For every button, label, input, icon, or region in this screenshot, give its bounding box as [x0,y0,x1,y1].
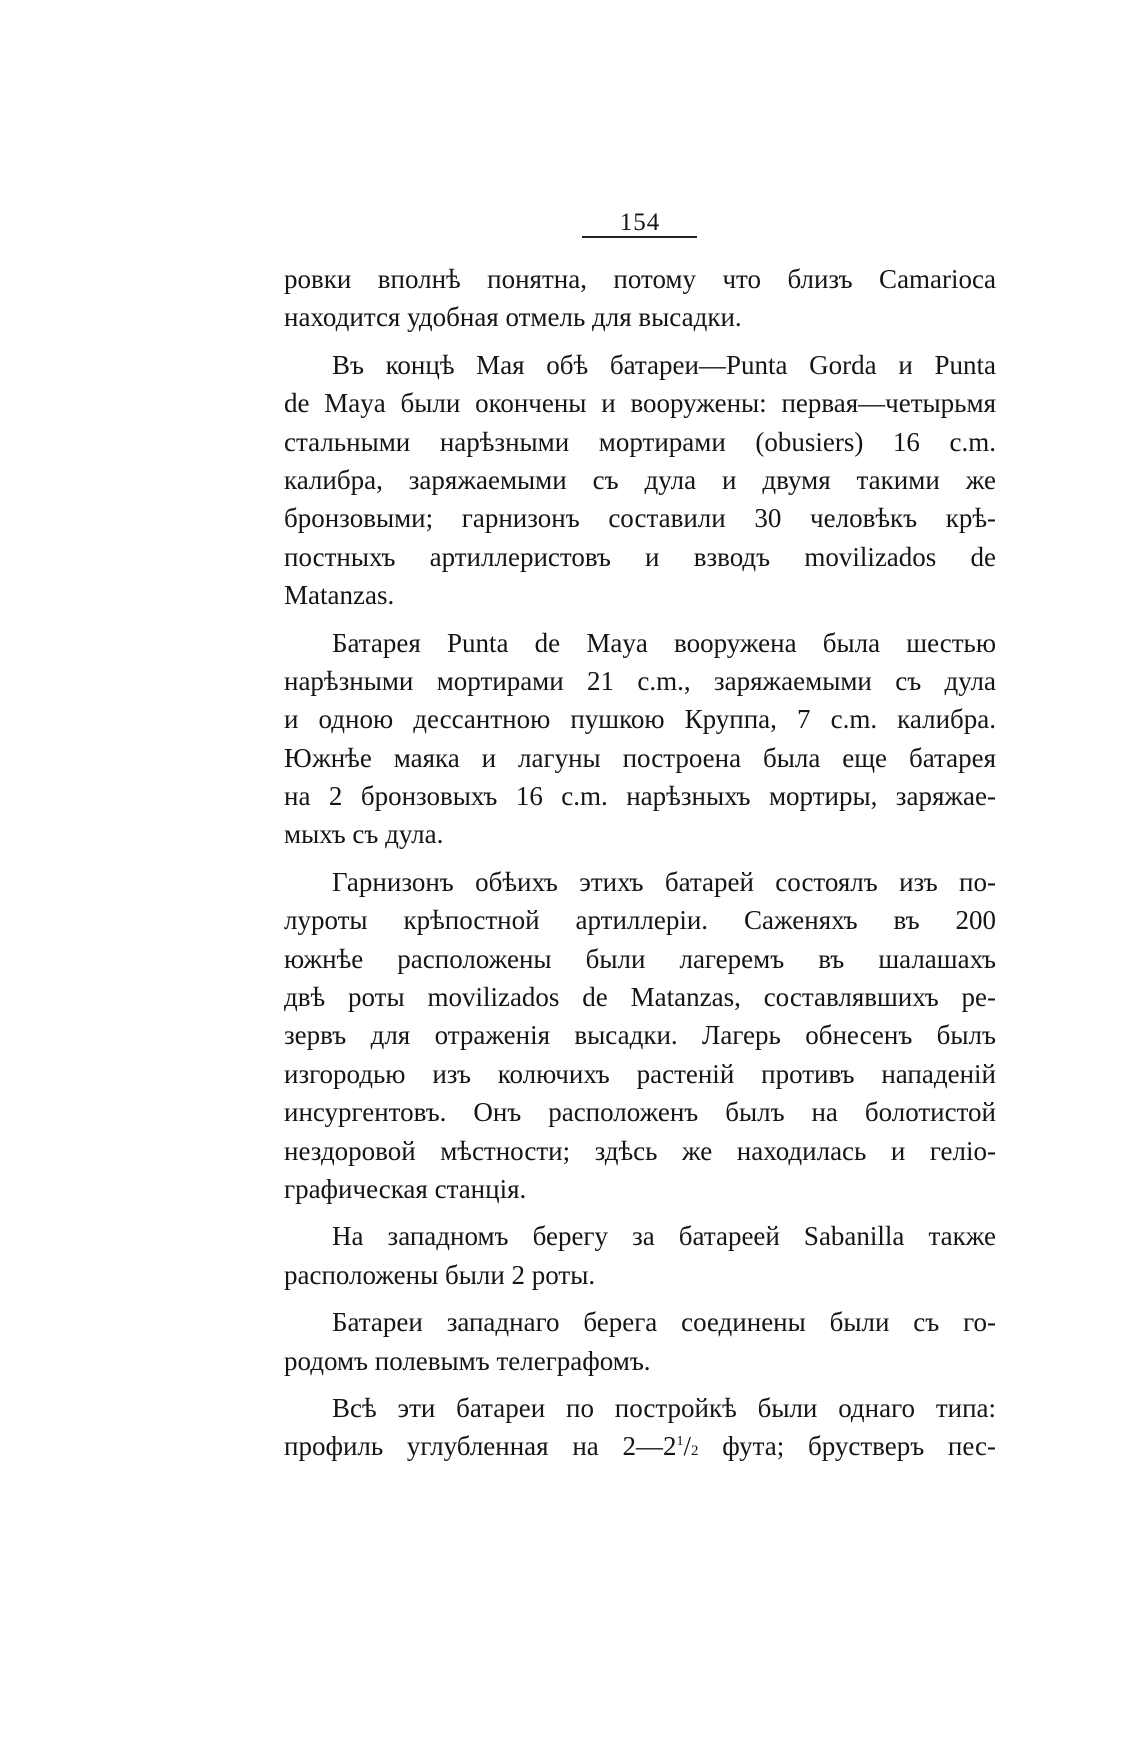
text-line: de Maya были окончены и вооружены: первая—четырьмя [284,388,996,419]
text-line: калибра, заряжаемыми съ дула и двумя такими же [284,464,996,495]
text-line: мыхъ съ дула. [284,819,444,850]
text-line: ровки вполнѣ понятна, потому что близъ Camarioca [284,264,996,294]
fraction-numerator: 1 [676,1434,684,1450]
text-line: и одною дессантною пушкою Круппа, 7 c.m. калибра. [284,704,996,735]
paragraph [284,624,996,854]
paragraph [284,1389,996,1466]
text-line: инсургентовъ. Онъ расположенъ былъ на болотистой [284,1097,996,1128]
text-line: на 2 бронзовыхъ 16 c.m. нарѣзныхъ мортиры, заряжае- [284,781,996,812]
page-number: 154 [619,209,661,236]
text-line: расположены были 2 роты. [284,1259,596,1290]
text-line: родомъ полевымъ телеграфомъ. [284,1345,651,1376]
page-number-rule [582,236,697,238]
text-line: луроты крѣпостной артиллеріи. Саженяхъ въ 200 [284,905,996,936]
text-line: Южнѣе маяка и лагуны построена была еще батарея [284,742,996,773]
text-line: двѣ роты movilizados de Matanzas, составлявшихъ ре- [284,982,996,1013]
paragraph [284,1217,996,1294]
text-line-with-fraction [284,1427,996,1465]
text-line: стальными нарѣзными мортирами (obusiers) 16 c.m. [284,426,996,457]
text-line: Гарнизонъ обѣихъ этихъ батарей состоялъ изъ по- [332,866,996,897]
text-line: На западномъ берегу за батареей Sabanilla также [332,1221,996,1252]
body-text [284,260,996,1466]
text-span: профиль углубленная на 2—2 [284,1431,677,1462]
text-line: Всѣ эти батареи по постройкѣ были однаго типа: [332,1392,996,1423]
text-line: Батарея Punta de Maya вооружена была шестью [332,627,996,658]
text-line: изгородью изъ колючихъ растеній противъ нападеній [284,1058,996,1089]
text-line: находится удобная отмель для высадки. [284,302,742,333]
paragraph [284,346,996,615]
paragraph [284,1303,996,1380]
text-line: зервъ для отраженія высадки. Лагерь обнесенъ былъ [284,1020,996,1051]
text-line: нарѣзными мортирами 21 c.m., заряжаемыми съ дула [284,665,996,696]
text-line: графическая станція. [284,1173,527,1204]
text-line: постныхъ артиллеристовъ и взводъ movilizados de [284,541,996,572]
text-line: нездоровой мѣстности; здѣсь же находилась и геліо- [284,1135,996,1166]
paragraph [284,863,996,1209]
text-line: Въ концѣ Мая обѣ батареи—Punta Gorda и Punta [332,349,996,380]
text-line: бронзовыми; гарнизонъ составили 30 человѣкъ крѣ- [284,503,996,534]
text-span: фута; брустверъ пес- [698,1431,996,1462]
paragraph [284,260,996,337]
fraction-denominator: 2 [691,1443,699,1460]
text-line: Matanzas. [284,580,395,611]
fraction-slash: / [683,1431,692,1462]
text-line: Батареи западнаго берега соединены были съ го- [332,1307,996,1338]
text-line: южнѣе расположены были лагеремъ въ шалашахъ [284,943,996,974]
